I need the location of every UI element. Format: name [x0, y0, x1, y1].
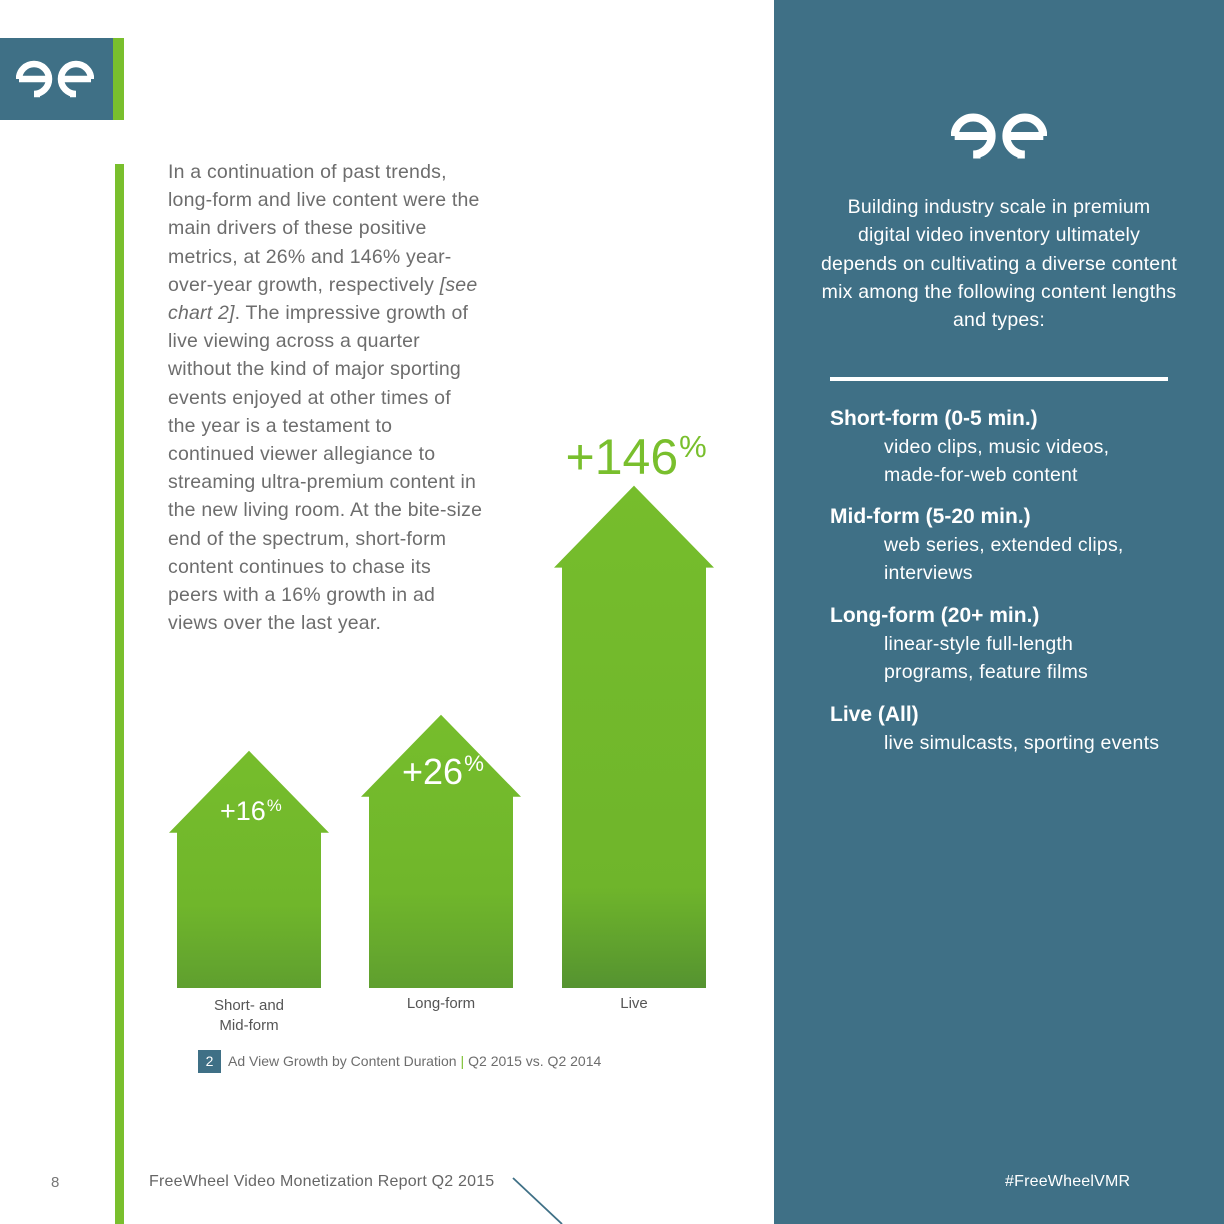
description-line: video clips, music videos, — [884, 436, 1110, 458]
content-type-description — [830, 729, 1184, 757]
content-type-heading: Long-form (20+ min.) — [830, 604, 1040, 627]
freewheel-logo-icon — [951, 112, 1047, 160]
sidebar-panel — [774, 0, 1224, 1224]
content-type-description — [830, 531, 1184, 588]
sidebar-intro: Building industry scale in premium digital video inventory ultimately depends on cultivating a diverse content mix among the following content lengths and types: — [821, 196, 1177, 332]
body-text-part1: In a continuation of past trends, long-form and live content were the main drivers of these positive metrics, at 26% and 146% year-over-year growth, respectively — [168, 161, 480, 296]
chart-reference: [see chart 2] — [168, 273, 478, 325]
footer-report-title: FreeWheel Video Monetization Report Q2 2015 — [149, 1173, 495, 1190]
content-type-heading: Live (All) — [830, 703, 919, 726]
category-label: Long-form — [406, 995, 476, 1012]
chart-caption — [198, 1049, 601, 1073]
bar-short-and-mid-form — [169, 751, 329, 988]
description-line: linear-style full-length — [884, 633, 1074, 655]
content-type-description — [830, 433, 1184, 490]
description-line: web series, extended clips, — [884, 534, 1124, 556]
content-type-mid-form — [830, 503, 1184, 588]
description-line: interviews — [884, 562, 973, 585]
chart-number-badge: 2 — [198, 1050, 221, 1073]
content-type-long-form — [830, 602, 1184, 687]
footer-hashtag: #FreeWheelVMR — [1005, 1173, 1131, 1190]
body-text-part2: . The impressive growth of live viewing across a quarter without the kind of major sporting events enjoyed at other times of the year is a testament to continued viewer allegiance to streaming ultra-premium content in the new living room. At the bite-size end of the spectrum, short-form content continues to chase its peers with a 16% growth in ad views over the last year. — [168, 302, 483, 635]
description-line: live simulcasts, sporting events — [884, 732, 1160, 754]
description-line: made-for-web content — [884, 464, 1078, 487]
corner-decoration — [510, 1175, 570, 1224]
value-label: +16% — [220, 795, 282, 826]
content-type-description — [830, 630, 1184, 687]
value-label: +26% — [402, 750, 484, 792]
page-number: 8 — [51, 1174, 60, 1191]
content-type-short-form — [830, 405, 1184, 490]
category-label: Short- and Mid-form — [213, 997, 285, 1034]
content-type-live — [830, 701, 1184, 757]
caption-separator: | — [460, 1053, 465, 1069]
content-type-heading: Mid-form (5-20 min.) — [830, 505, 1031, 528]
description-line: programs, feature films — [884, 661, 1088, 684]
chart-caption-period: Q2 2015 vs. Q2 2014 — [468, 1053, 602, 1069]
sidebar-divider — [830, 377, 1168, 381]
category-label: Live — [620, 995, 648, 1012]
value-label: +146% — [565, 428, 707, 485]
chart-caption-title: Ad View Growth by Content Duration — [228, 1053, 457, 1069]
bar-live — [554, 486, 714, 988]
content-type-heading: Short-form (0-5 min.) — [830, 407, 1038, 430]
